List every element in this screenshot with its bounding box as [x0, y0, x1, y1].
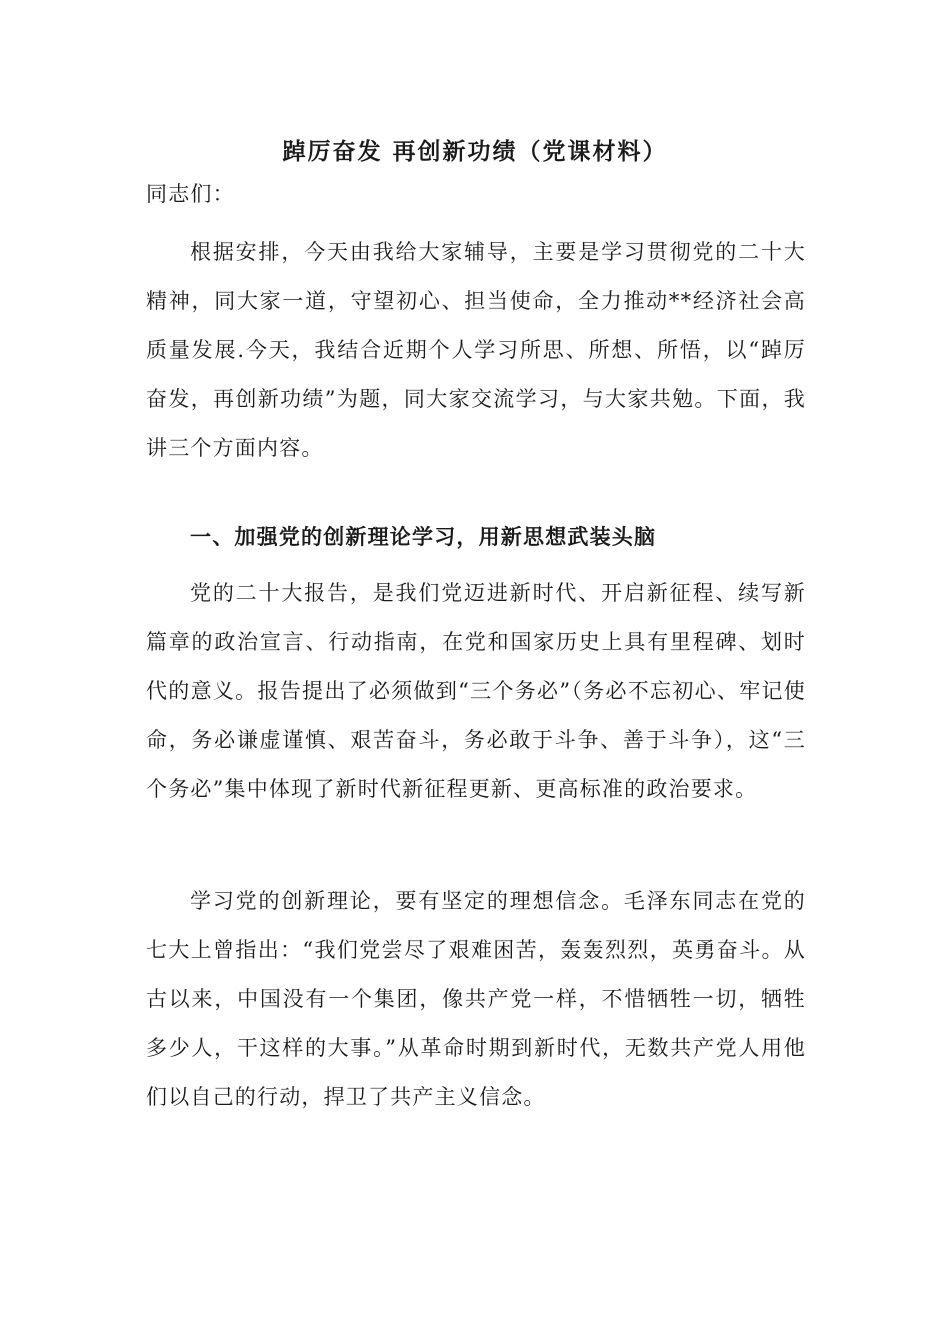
paragraph-report: 党的二十大报告，是我们党迈进新时代、开启新征程、续写新篇章的政治宣言、行动指南，在党和国家历史上具有里程碑、划时代的意义。报告提出了必须做到“三个务必”（务必不忘初心、牢记使命，务必谦虚谨慎、艰苦奋斗，务必敢于斗争、善于斗争），这“三个务必”集中体现了新时代新征程更新、更高标准的政治要求。 — [146, 581, 806, 801]
section-heading-1: 一、加强党的创新理论学习，用新思想武装头脑 — [190, 524, 657, 549]
document-title: 踔厉奋发 再创新功绩（党课材料） — [282, 138, 668, 165]
salutation: 同志们： — [146, 182, 235, 206]
paragraph-belief: 学习党的创新理论，要有坚定的理想信念。毛泽东同志在党的七大上曾指出：“我们党尝尽了艰难困苦，轰轰烈烈，英勇奋斗。从古以来，中国没有一个集团，像共产党一样，不惜牺牲一切，牺牲多少人，干这样的大事。”从革命时期到新时代，无数共产党人用他们以自己的行动，捍卫了共产主义信念。 — [146, 889, 806, 1109]
paragraph-intro: 根据安排，今天由我给大家辅导，主要是学习贯彻党的二十大精神，同大家一道，守望初心、担当使命，全力推动**经济社会高质量发展.今天，我结合近期个人学习所思、所想、所悟，以“踔厉奋发，再创新功绩”为题，同大家交流学习，与大家共勉。下面，我讲三个方面内容。 — [146, 240, 806, 460]
